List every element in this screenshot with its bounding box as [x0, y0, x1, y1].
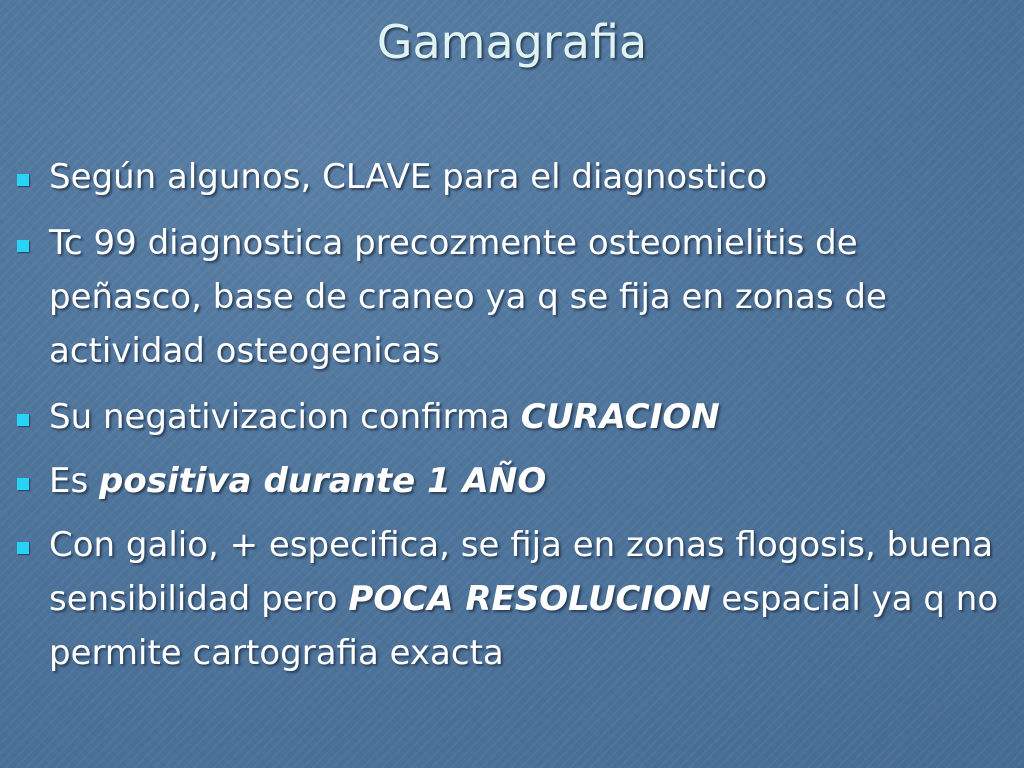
square-bullet-icon [17, 174, 29, 186]
bullet-text: Su negativizacion confirma [49, 397, 521, 437]
bullet-text: Es [49, 461, 100, 501]
bullet-text-after: espacial ya q no permite cartografia exacta [49, 579, 999, 673]
bullet-emphasis: positiva durante 1 AÑO [99, 461, 547, 501]
bullet-list [14, 150, 1009, 692]
bullet-text: Tc 99 diagnostica precozmente osteomielitis de peñasco, base de craneo ya q se fija en zonas de actividad osteogenicas [49, 223, 887, 371]
bullet-text: Según algunos, CLAVE para el diagnostico [49, 157, 768, 197]
square-bullet-icon [17, 478, 29, 490]
square-bullet-icon [17, 414, 29, 426]
bullet-item [14, 454, 1009, 508]
square-bullet-icon [17, 240, 29, 252]
bullet-emphasis: POCA RESOLUCION [348, 579, 711, 619]
bullet-item [14, 518, 1009, 680]
bullet-item [14, 390, 1009, 444]
bullet-item [14, 216, 1009, 378]
bullet-text: Con galio, + especifica, se fija en zonas flogosis, buena sensibilidad pero [49, 525, 994, 619]
bullet-item [14, 150, 1009, 204]
square-bullet-icon [17, 542, 29, 554]
slide-title: Gamagrafia [376, 15, 648, 69]
bullet-emphasis: CURACION [520, 397, 720, 437]
